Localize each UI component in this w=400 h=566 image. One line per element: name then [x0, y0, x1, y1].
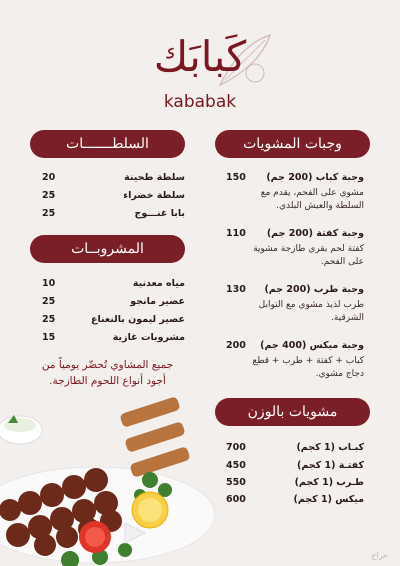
item-name: سلطة خضراء: [123, 190, 185, 201]
price: 25: [42, 190, 56, 201]
desc-line: كفتة لحم بقري طازجة مشوية: [253, 244, 364, 254]
item-name: كبـاب (1 كجم): [296, 442, 364, 453]
item-name: سلطة طحينة: [124, 172, 185, 183]
item-name: عصير ليمون بالنعناع: [90, 314, 185, 325]
item-name: ميكس (1 كجم): [293, 494, 364, 505]
salads-header: السلطـــــــات: [30, 130, 185, 158]
watermark: حراج: [371, 551, 388, 560]
price: 200: [226, 340, 246, 351]
meal-item: [226, 284, 364, 334]
item-name: مياه معدنية: [132, 278, 185, 289]
meal-title: وجبة كفتة (200 جم): [266, 228, 364, 239]
slogan-line: جميع المشاوي تُحضّر يومياً من: [41, 359, 174, 371]
price: 25: [42, 296, 56, 307]
price: 25: [42, 314, 56, 325]
grills-header: وجبات المشويات: [215, 130, 370, 158]
meal-item: [226, 172, 364, 222]
price: 600: [226, 494, 246, 505]
item-name: كفتـة (1 كجم): [296, 460, 364, 471]
item-name: بابا غنـــوج: [134, 208, 185, 219]
meal-description: [253, 355, 364, 381]
meal-item: [226, 340, 364, 390]
price: 110: [226, 228, 246, 239]
meal-title: وجبة كباب (200 جم): [266, 172, 364, 183]
price: 550: [226, 477, 246, 488]
price: 150: [226, 172, 246, 183]
price: 20: [42, 172, 56, 183]
meal-title: وجبة طرب (200 جم): [264, 284, 364, 295]
price: 15: [42, 332, 56, 343]
price: 700: [226, 442, 246, 453]
price: 130: [226, 284, 246, 295]
item-name: طـرب (1 كجم): [294, 477, 364, 488]
kebab-plate-illustration: [0, 385, 215, 566]
desc-line: طرب لذيذ مشوي مع التوابل: [258, 300, 364, 310]
by-weight-header: مشويات بالوزن: [215, 398, 370, 426]
meal-description: [253, 243, 364, 269]
price: 10: [42, 278, 56, 289]
desc-line: كباب + كفتة + طرب + قطع: [252, 356, 364, 366]
logo-latin: kababak: [163, 92, 237, 112]
item-name: مشروبات غازية: [112, 332, 185, 343]
drinks-header: المشروبــات: [30, 235, 185, 263]
meal-item: [226, 228, 364, 278]
meal-description: [259, 299, 364, 325]
price: 450: [226, 460, 246, 471]
slogan-line: أجود أنواع اللحوم الطازجة.: [49, 375, 166, 387]
desc-line: الشرقية.: [331, 313, 364, 323]
logo-arabic: كَبابَك: [153, 32, 247, 81]
desc-line: السلطة والعيش البلدي.: [276, 201, 364, 211]
desc-line: دجاج مشوي.: [315, 369, 364, 379]
meal-title: وجبة ميكس (400 جم): [260, 340, 364, 351]
meal-description: [261, 187, 364, 213]
item-name: عصير مانجو: [130, 296, 185, 307]
desc-line: مشوي على الفحم، يقدم مع: [260, 188, 364, 198]
price: 25: [42, 208, 56, 219]
desc-line: على الفحم.: [320, 257, 364, 267]
